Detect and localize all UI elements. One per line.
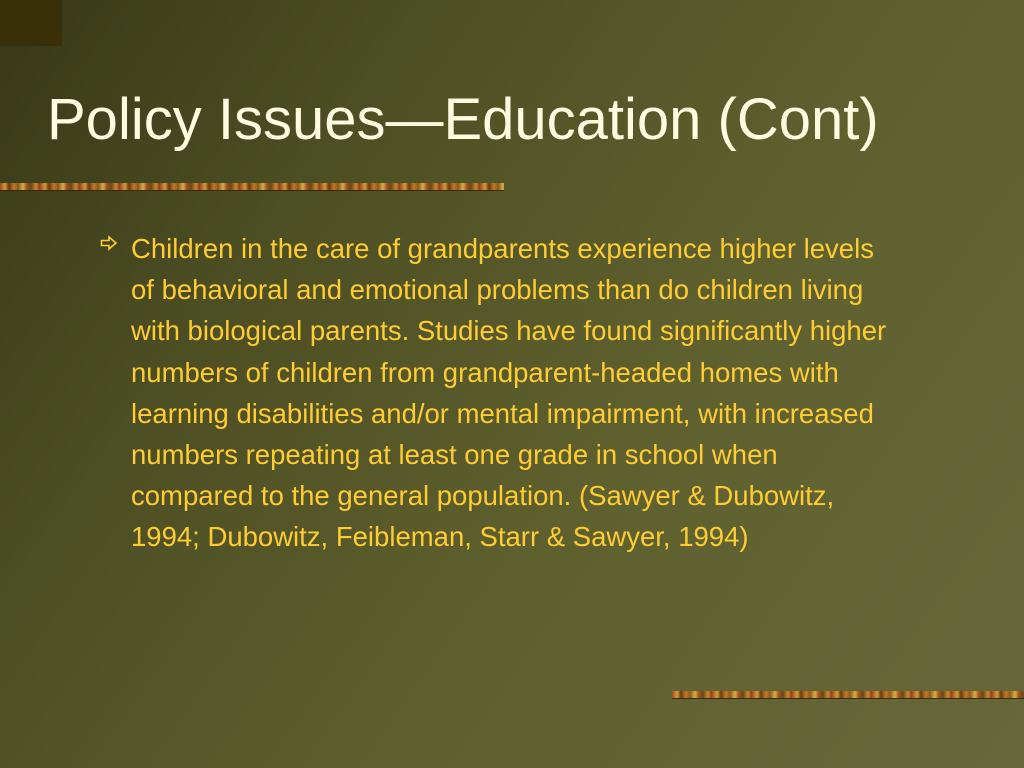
decorative-divider-bottom (672, 691, 1024, 698)
arrow-right-outline-icon (100, 235, 118, 251)
bullet-item (100, 228, 900, 558)
bullet-list (100, 228, 900, 558)
slide-title: Policy Issues—Education (Cont) (47, 87, 879, 152)
corner-accent-block (0, 0, 62, 46)
bullet-text: Children in the care of grandparents experience higher levels of behavioral and emotional problems than do children living with biological parents. Studies have found significantly higher numbers of children from grandparent-headed homes with learning disabilities and/or mental impairment, with increased numbers repeating at least one grade in school when compared to the general population. (Sawyer & Dubowitz, 1994; Dubowitz, Feibleman, Starr & Sawyer, 1994) (131, 233, 887, 553)
decorative-divider-top (0, 183, 504, 190)
